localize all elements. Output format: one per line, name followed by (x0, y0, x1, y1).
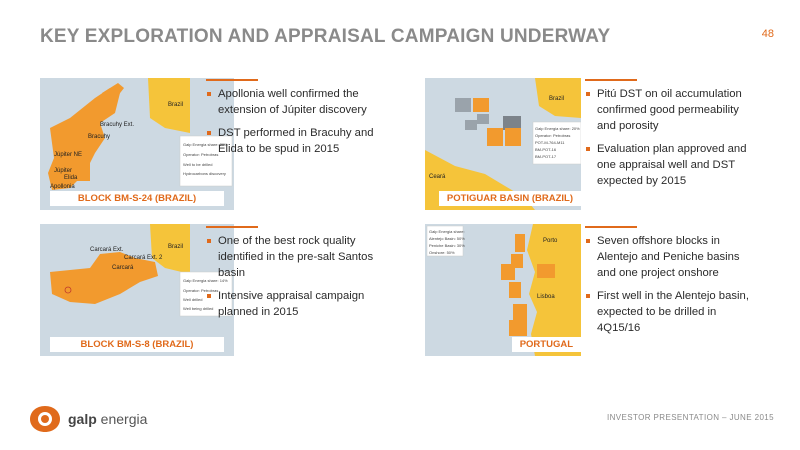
bullet-item: Seven offshore blocks in Alentejo and Peniche basins and one project onshore (585, 233, 755, 281)
page-number: 48 (761, 28, 774, 40)
accent-rule (206, 226, 258, 228)
bullet-item: First well in the Alentejo basin, expected to be drilled in 4Q15/16 (585, 288, 755, 336)
map-potiguar (425, 78, 581, 210)
map-label: Bracuhy Ext. (100, 122, 135, 128)
legend-item: Onshore: 50% (429, 250, 455, 255)
map-label: Carcará Ext. (90, 247, 124, 253)
panel-label: POTIGUAR BASIN (BRAZIL) (439, 191, 581, 206)
brand-name (68, 411, 147, 427)
legend-item: Well to be drilled (183, 162, 213, 167)
legend-item: Alentejo Basin: 50% (429, 236, 465, 241)
legend-item: Hydrocarbons discovery (183, 171, 226, 176)
bullet-list (585, 233, 755, 343)
legend-item: Galp Energia share: (429, 229, 465, 234)
legend-item: Galp Energia share: 14% (183, 278, 228, 283)
map-portugal (425, 224, 581, 356)
legend-item: Peniche Basin: 30% (429, 243, 465, 248)
map-label: Ceará (429, 174, 446, 180)
legend-item: BM-POT-17 (535, 154, 557, 159)
legend-item: Operator: Petrobras (183, 288, 219, 293)
map-label: Lisboa (537, 294, 555, 300)
map-label: Brazil (168, 244, 184, 250)
legend-item: Galp Energia share: 20% (535, 126, 580, 131)
map-bm-s-8 (40, 224, 234, 356)
brand-suffix: energia (100, 411, 148, 427)
accent-rule (585, 79, 637, 81)
legend-item: Operator: Petrobras (183, 152, 219, 157)
map-label: Bracuhy (88, 134, 111, 140)
map-label: Brazil (549, 96, 565, 102)
legend-item: Galp Energia share: 20% (183, 142, 228, 147)
map-label: Apollonia (50, 184, 75, 190)
page-title: KEY EXPLORATION AND APPRAISAL CAMPAIGN UNDERWAY (40, 26, 611, 47)
legend-item: Operator: Petrobras (535, 133, 571, 138)
panel-label: BLOCK BM-S-24 (BRAZIL) (50, 191, 224, 206)
bullet-item: Evaluation plan approved and one appraisal well and DST expected by 2015 (585, 141, 755, 189)
bullet-item: DST performed in Bracuhy and Elida to be spud in 2015 (206, 125, 376, 157)
bullet-list (206, 86, 376, 164)
bullet-item: One of the best rock quality identified in the pre-salt Santos basin (206, 233, 376, 281)
bullet-item: Pitú DST on oil accumulation confirmed good permeability and porosity (585, 86, 755, 134)
galp-logo-icon (28, 404, 62, 434)
bullet-item: Apollonia well confirmed the extension of Júpiter discovery (206, 86, 376, 118)
legend-item: Well being drilled (183, 306, 214, 311)
map-label: Carcará Ext. 2 (124, 255, 163, 261)
map-label: Elida (64, 175, 78, 181)
legend-item: BM-POT-16 (535, 147, 557, 152)
bullet-list (206, 233, 376, 327)
map-bm-s-24 (40, 78, 234, 210)
accent-rule (585, 226, 637, 228)
map-label: Brazil (168, 102, 184, 108)
panel-label: BLOCK BM-S-8 (BRAZIL) (50, 337, 224, 352)
legend-item: POT-M-764-M11 (535, 140, 565, 145)
panel-label: PORTUGAL (512, 337, 581, 352)
bullet-list (585, 86, 755, 196)
brand-word: galp (68, 411, 97, 427)
legend-item: Well drilled (183, 297, 203, 302)
footer-text: INVESTOR PRESENTATION – JUNE 2015 (606, 413, 774, 422)
accent-rule (206, 79, 258, 81)
map-label: Júpiter (54, 168, 73, 174)
map-label: Porto (543, 238, 558, 244)
map-label: Carcará (112, 265, 134, 271)
map-label: Júpiter NE (54, 152, 83, 158)
bullet-item: Intensive appraisal campaign planned in 2015 (206, 288, 376, 320)
